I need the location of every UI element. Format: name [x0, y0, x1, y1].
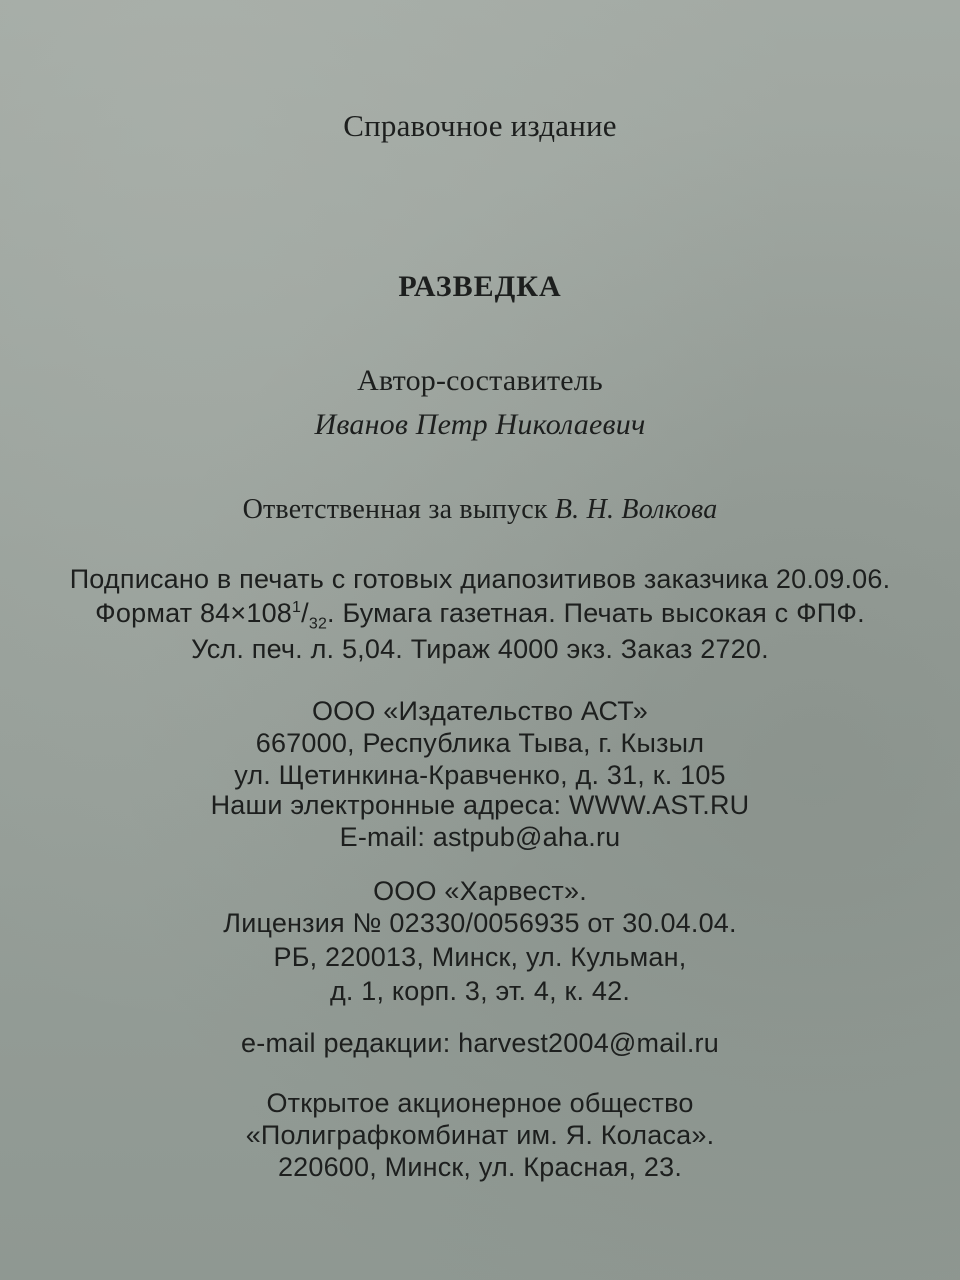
publisher2-address-2: д. 1, корп. 3, эт. 4, к. 42. — [329, 976, 631, 1006]
editorial-email: e-mail редакции: harvest2004@mail.ru — [241, 1028, 719, 1058]
format-denominator: 32 — [308, 615, 328, 633]
publisher2-address-1: РБ, 220013, Минск, ул. Кульман, — [273, 942, 687, 972]
print-info-line-3: Усл. печ. л. 5,04. Тираж 4000 экз. Заказ 2720. — [191, 634, 769, 664]
publisher1-email: E-mail: astpub@aha.ru — [339, 822, 621, 852]
format-prefix: Формат 84×108 — [95, 598, 293, 628]
author-name: Иванов Петр Николаевич — [314, 408, 646, 441]
responsible-name: В. Н. Волкова — [554, 494, 718, 525]
publisher1-address-1: 667000, Республика Тыва, г. Кызыл — [255, 728, 705, 758]
edition-type: Справочное издание — [343, 108, 617, 143]
publisher1-name: ООО «Издательство АСТ» — [311, 696, 649, 726]
printer-address: 220600, Минск, ул. Красная, 23. — [277, 1152, 683, 1182]
author-role: Автор-составитель — [357, 364, 603, 397]
publisher2-license: Лицензия № 02330/0056935 от 30.04.04. — [223, 908, 737, 938]
publisher2-name: ООО «Харвест». — [373, 876, 587, 906]
responsible-line — [0, 494, 960, 526]
printer-name: Открытое акционерное общество — [266, 1088, 694, 1118]
format-numerator: 1 — [292, 599, 302, 616]
print-info-format-line: Формат $84\times 108^1/_{32}$. Бумага газетная. Печать высокая с ФПФ. — [95, 598, 865, 633]
format-suffix: . Бумага газетная. Печать высокая с ФПФ. — [327, 598, 865, 628]
publisher1-address-2: ул. Щетинкина-Кравченко, д. 31, к. 105 — [234, 760, 726, 790]
printer-company: «Полиграфкомбинат им. Я. Коласа». — [245, 1120, 715, 1150]
publisher1-website: Наши электронные адреса: WWW.AST.RU — [210, 790, 750, 820]
print-info-line-1: Подписано в печать с готовых диапозитивов заказчика 20.09.06. — [69, 564, 891, 594]
book-title: РАЗВЕДКА — [398, 270, 562, 303]
responsible-label: Ответственная за выпуск — [242, 494, 548, 525]
